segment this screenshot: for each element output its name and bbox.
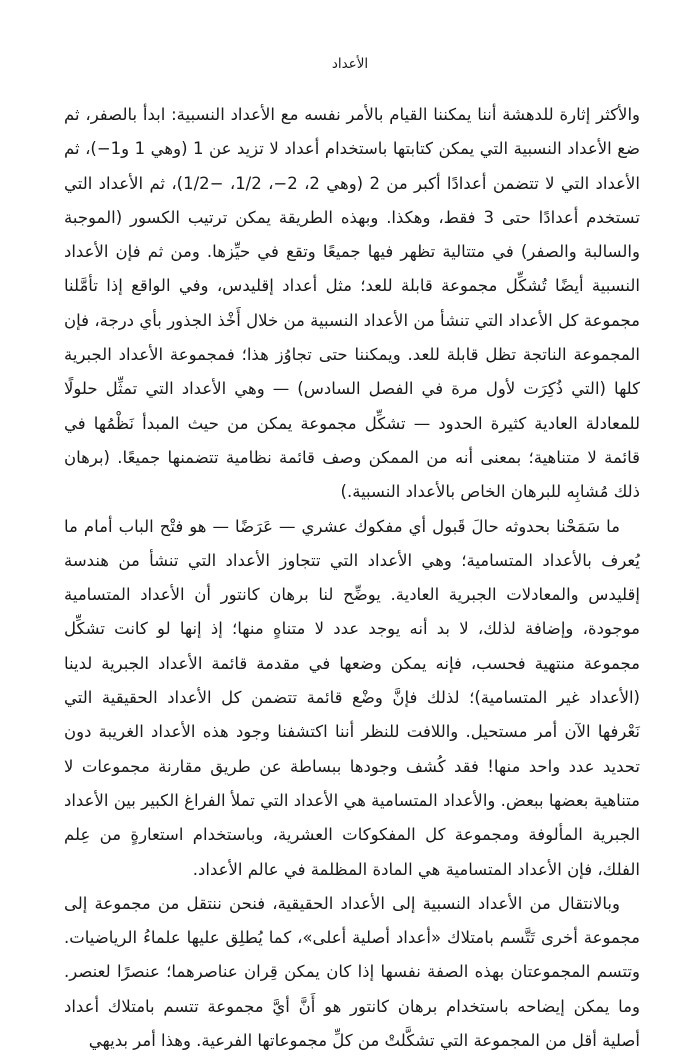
main-text (64, 98, 640, 1058)
paragraph: والأكثر إثارة للدهشة أننا يمكننا القيام بالأمر نفسه مع الأعداد النسبية: ابدأ بالصفر، ثم ضع الأعداد النسبية التي يمكن كتابتها باستخدام أعداد لا تزيد عن 1 (وهي 1 و1−)، ثم الأعداد التي لا تتضمن أعدادًا أكبر من 2 (وهي 2، 2−، 1/2، −1/2)، ثم الأعداد التي تستخدم أعدادًا حتى 3 فقط، وهكذا. وبهذه الطريقة يمكن ترتيب الكسور (الموجبة والسالبة والصفر) في متتالية تظهر فيها جميعًا وتقع في حيِّزها. ومن ثم فإن الأعداد النسبية أيضًا تُشكِّل مجموعة قابلة للعد؛ مثل أعداد إقليدس، وفي الواقع إذا تأمَّلنا مجموعة كل الأعداد التي تنشأ من الأعداد النسبية من خلال أَخْذ الجذور بأي درجة، فإن المجموعة الناتجة تظل قابلة للعد. ويمكننا حتى تجاوُز هذا؛ فمجموعة الأعداد الجبرية كلها (التي ذُكِرَت لأول مرة في الفصل السادس) — وهي الأعداد التي تمثِّل حلولًا للمعادلة العادية كثيرة الحدود — تشكِّل مجموعة يمكن من حيث المبدأ نَظْمُها في قائمة لا متناهية؛ بمعنى أنه من الممكن وصف قائمة نظامية تتضمنها جميعًا. (برهان ذلك مُشابِه للبرهان الخاص بالأعداد النسبية.) (64, 105, 640, 502)
running-header: الأعداد (331, 56, 369, 72)
paragraph: وبالانتقال من الأعداد النسبية إلى الأعداد الحقيقية، فنحن ننتقل من مجموعة إلى مجموعة أخرى تَتَّسم بامتلاك «أعداد أصلية أعلى»، كما يُطلِق عليها علماءُ الرياضيات. وتتسم المجموعتان بهذه الصفة نفسها إذا كان يمكن قِران عناصرهما؛ عنصرًا لعنصر. وما يمكن إيضاحه باستخدام برهان كانتور هو أَنَّ أيَّ مجموعة تتسم بامتلاك أعداد أصلية أقل من المجموعة التي تشكَّلتْ من كلِّ مجموعاتها الفرعية. وهذا أمر بديهي (64, 893, 640, 1051)
paragraph: ما سَمَحْنا بحدوثه حالَ قَبول أي مفكوك عشري — عَرَضًا — هو فتْح الباب أمام ما يُعرف بالأعداد المتسامية؛ وهي الأعداد التي تتجاوز الأعداد التي تنشأ من هندسة إقليدس والمعادلات الجبرية العادية. يوضِّح لنا برهان كانتور أن الأعداد المتسامية موجودة، وإضافة لذلك، لا بد أنه يوجد عدد لا متناهٍ منها؛ إذ إنها لو كانت تشكِّل مجموعة منتهية فحسب، فإنه يمكن وضعها في مقدمة قائمة الأعداد الجبرية لدينا (الأعداد غير المتسامية)؛ لذلك فإنَّ وضْع قائمة تتضمن كل الأعداد الحقيقية التي نَعْرفها الآن أمر مستحيل. واللافت للنظر أننا اكتشفنا وجود هذه الأعداد الغريبة دون تحديد عدد واحد منها! فقد كُشف وجودها ببساطة عن طريق مقارنة مجموعات لا متناهية بعضها ببعض. والأعداد المتسامية هي الأعداد التي تملأ الفراغ الكبير بين الأعداد الجبرية المألوفة ومجموعة كل المفكوكات العشرية، وباستخدام استعارةٍ من عِلم الفلك، فإن الأعداد المتسامية هي المادة المظلمة في عالم الأعداد. (64, 516, 640, 879)
